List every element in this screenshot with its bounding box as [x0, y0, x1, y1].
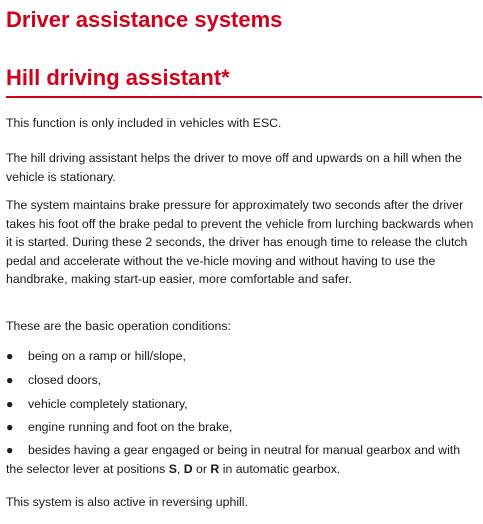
paragraph-intro: The hill driving assistant helps the driver to move off and upwards on a hill when the vehicle is stationary. — [6, 151, 462, 184]
list-item-text: besides having a gear engaged or being in neutral for manual gearbox and with the selector lever at positions — [6, 443, 461, 476]
bullet-icon: ● — [6, 420, 14, 434]
section-divider — [6, 96, 482, 98]
list-item-text: engine running and foot on the brake, — [28, 420, 233, 434]
list-item-text: being on a ramp or hill/slope, — [28, 349, 186, 363]
list-item — [6, 418, 478, 437]
list-item — [6, 371, 478, 390]
list-item — [6, 441, 478, 478]
selector-position-r: R — [210, 461, 220, 476]
paragraph-conditions-heading: These are the basic operation conditions: — [6, 319, 231, 333]
separator: or — [192, 461, 211, 476]
bullet-icon: ● — [6, 349, 14, 363]
bullet-icon: ● — [6, 397, 14, 411]
list-item-text: vehicle completely stationary, — [28, 397, 188, 411]
section-title: Hill driving assistant* — [6, 65, 230, 90]
selector-position-d: D — [183, 461, 193, 476]
list-item-text: in automatic gearbox. — [219, 461, 341, 476]
chapter-title: Driver assistance systems — [6, 7, 283, 32]
separator: , — [176, 461, 184, 476]
selector-position-s: S — [168, 461, 177, 476]
list-item-text: closed doors, — [28, 373, 102, 387]
list-item — [6, 395, 478, 414]
bullet-icon: ● — [6, 443, 14, 457]
paragraph-esc-note: This function is only included in vehicles with ESC. — [6, 116, 282, 130]
paragraph-brake-pressure: The system maintains brake pressure for approximately two seconds after the driver takes his foot off the brake pedal to prevent the vehicle from lurching backwards when it is started. During these 2 seconds, the driver has enough time to release the clutch pedal and accelerate without the ve-hicle moving and without having to use the handbrake, making start-up easier, more comfortable and safer. — [6, 198, 474, 287]
bullet-icon: ● — [6, 373, 14, 387]
list-item — [6, 347, 478, 366]
paragraph-reverse-note: This system is also active in reversing uphill. — [6, 495, 248, 509]
